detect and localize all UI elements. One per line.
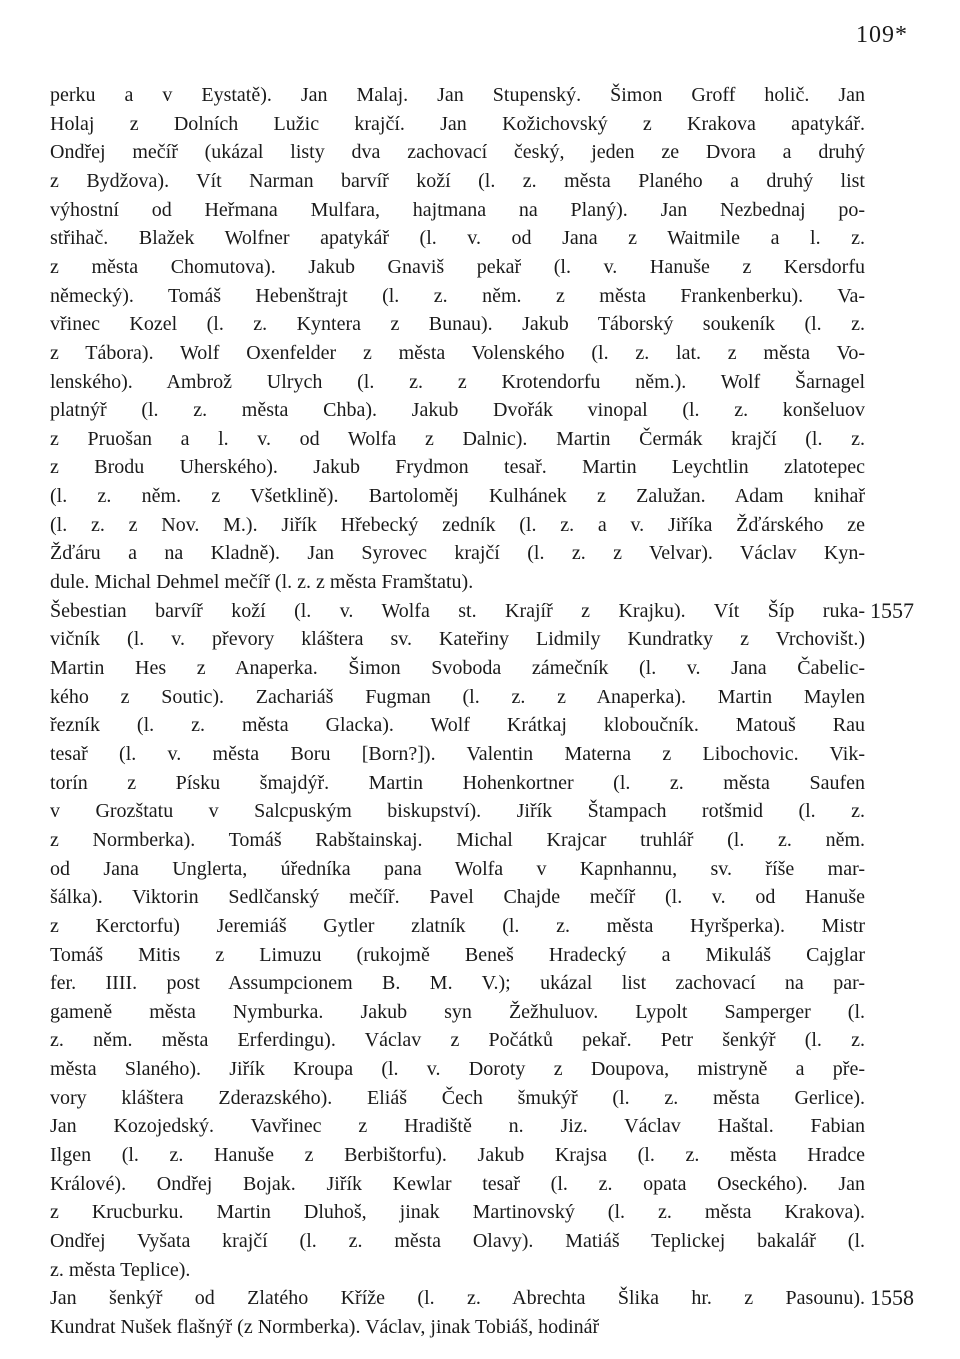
text-line: (l. z. z Nov. M.). Jiřík Hřebecký zedník (l. z. a v. Jiříka Žďárského ze: [50, 513, 865, 536]
text-line: torín z Písku šmajdýř. Martin Hohenkortner (l. z. města Saufen: [50, 771, 865, 794]
text-line: Šebestian barvíř koží (l. v. Wolfa st. Krajíř z Krajku). Vít Šíp ruka-: [50, 599, 865, 622]
text-line: fer. IIII. post Assumpcionem B. M. V.); ukázal list zachovací na par-: [50, 972, 865, 995]
text-line: perku a v Eystatě). Jan Malaj. Jan Stupenský. Šimon Groff holič. Jan: [50, 84, 865, 106]
text-line: Kundrat Nušek flašnýř (z Normberka). Václav, jinak Tobiáš, hodinář: [50, 1315, 600, 1338]
text-line: Ilgen (l. z. Hanuše z Berbištorfu). Jakub Krajsa (l. z. města Hradce: [50, 1144, 865, 1167]
text-line: šálka). Viktorin Sedlčanský mečíř. Pavel Chajde mečíř (l. v. od Hanuše: [50, 886, 865, 909]
text-line: dule. Michal Dehmel mečíř (l. z. z města Framštatu).: [50, 571, 474, 594]
text-line: z Bydžova). Vít Narman barvíř koží (l. z. města Planého a druhý list: [50, 169, 865, 192]
text-line: tesař (l. v. města Boru [Born?]). Valentin Materna z Libochovic. Vik-: [50, 742, 865, 765]
text-line: lenského). Ambrož Ulrych (l. z. z Krotendorfu něm.). Wolf Šarnagel: [50, 370, 865, 393]
text-line: Žďáru a na Kladně). Jan Syrovec krajčí (l. z. z Velvar). Václav Kyn-: [50, 542, 865, 565]
text-line: v Grozštatu v Salcpuským biskupství). Jiřík Štampach rotšmid (l. z.: [50, 800, 865, 823]
text-line: Jan Kozojedský. Vavřinec z Hradiště n. Jiz. Václav Haštal. Fabian: [50, 1115, 865, 1138]
page-number: 109*: [856, 22, 908, 48]
text-line: Králové). Ondřej Bojak. Jiřík Kewlar tesař (l. z. opata Oseckého). Jan: [50, 1172, 865, 1195]
text-line: z Kerctorfu) Jeremiáš Gytler zlatník (l. z. města Hyršperka). Mistr: [50, 914, 865, 937]
text-line: Martin Hes z Anaperka. Šimon Svoboda zámečník (l. v. Jana Čabelic-: [50, 657, 865, 679]
text-line: gameně města Nymburka. Jakub syn Žežhuluov. Lypolt Samperger (l.: [50, 1000, 865, 1023]
margin-year: 1557: [870, 597, 914, 623]
margin-year: 1558: [870, 1285, 914, 1311]
text-line: Tomáš Mitis z Limuzu (rukojmě Beneš Hradecký a Mikuláš Cajglar: [50, 943, 865, 966]
text-line: Holaj z Dolních Lužic krajčí. Jan Kožichovský z Krakova apatykář.: [50, 112, 865, 135]
text-line: Jan šenkýř od Zlatého Kříže (l. z. Abrechta Šlika hr. z Pasounu).: [50, 1287, 865, 1310]
text-line: řezník (l. z. města Glacka). Wolf Krátkaj kloboučník. Matouš Rau: [50, 714, 865, 737]
text-line: z. něm. města Erferdingu). Václav z Počátků pekař. Petr šenkýř (l. z.: [50, 1029, 865, 1052]
text-line: kého z Soutic). Zachariáš Fugman (l. z. z Anaperka). Martin Maylen: [50, 685, 865, 708]
text-line: vory kláštera Zderazského). Eliáš Čech šmukýř (l. z. města Gerlice).: [50, 1086, 865, 1109]
text-line: vičník (l. v. převory kláštera sv. Kateřiny Lidmily Kundratky z Vrchovišt.): [50, 628, 865, 651]
text-line: vřinec Kozel (l. z. Kyntera z Bunau). Jakub Táborský soukeník (l. z.: [50, 313, 865, 336]
text-line: města Slaného). Jiřík Kroupa (l. v. Doroty z Doupova, mistryně a pře-: [50, 1058, 865, 1081]
text-line: střihač. Blažek Wolfner apatykář (l. v. od Jana z Waitmile a l. z.: [50, 227, 865, 250]
text-line: z Brodu Uherského). Jakub Frydmon tesař. Martin Leychtlin zlatotepec: [50, 456, 865, 479]
text-line: (l. z. něm. z Všetklině). Bartoloměj Kulhánek z Zalužan. Adam knihař: [50, 485, 865, 508]
text-line: z města Chomutova). Jakub Gnaviš pekař (l. v. Hanuše z Kersdorfu: [50, 255, 865, 278]
text-line: německý). Tomáš Hebenštrajt (l. z. něm. z města Frankenberku). Va-: [50, 284, 865, 307]
text-line: z Tábora). Wolf Oxenfelder z města Volenského (l. z. lat. z města Vo-: [50, 341, 865, 364]
text-line: Ondřej mečíř (ukázal listy dva zachovací český, jeden ze Dvora a druhý: [50, 141, 865, 164]
text-line: od Jana Unglerta, úředníka pana Wolfa v Kapnhannu, sv. říše mar-: [50, 857, 865, 880]
text-line: platnýř (l. z. města Chba). Jakub Dvořák vinopal (l. z. konšeluov: [50, 399, 865, 422]
text-line: výhostní od Heřmana Mulfara, hajtmana na Planý). Jan Nezbednaj po-: [50, 198, 865, 221]
text-line: z Pruošan a l. v. od Wolfa z Dalnic). Martin Čermák krajčí (l. z.: [50, 427, 865, 450]
text-line: z Krucburku. Martin Dluhoš, jinak Martinovský (l. z. města Krakova).: [50, 1201, 865, 1224]
text-line: z Normberka). Tomáš Rabštainskaj. Michal Krajcar truhlář (l. z. něm.: [50, 828, 865, 851]
text-line: z. města Teplice).: [50, 1258, 191, 1281]
text-line: Ondřej Vyšata krajčí (l. z. města Olavy). Matiáš Teplickej bakalář (l.: [50, 1230, 865, 1252]
